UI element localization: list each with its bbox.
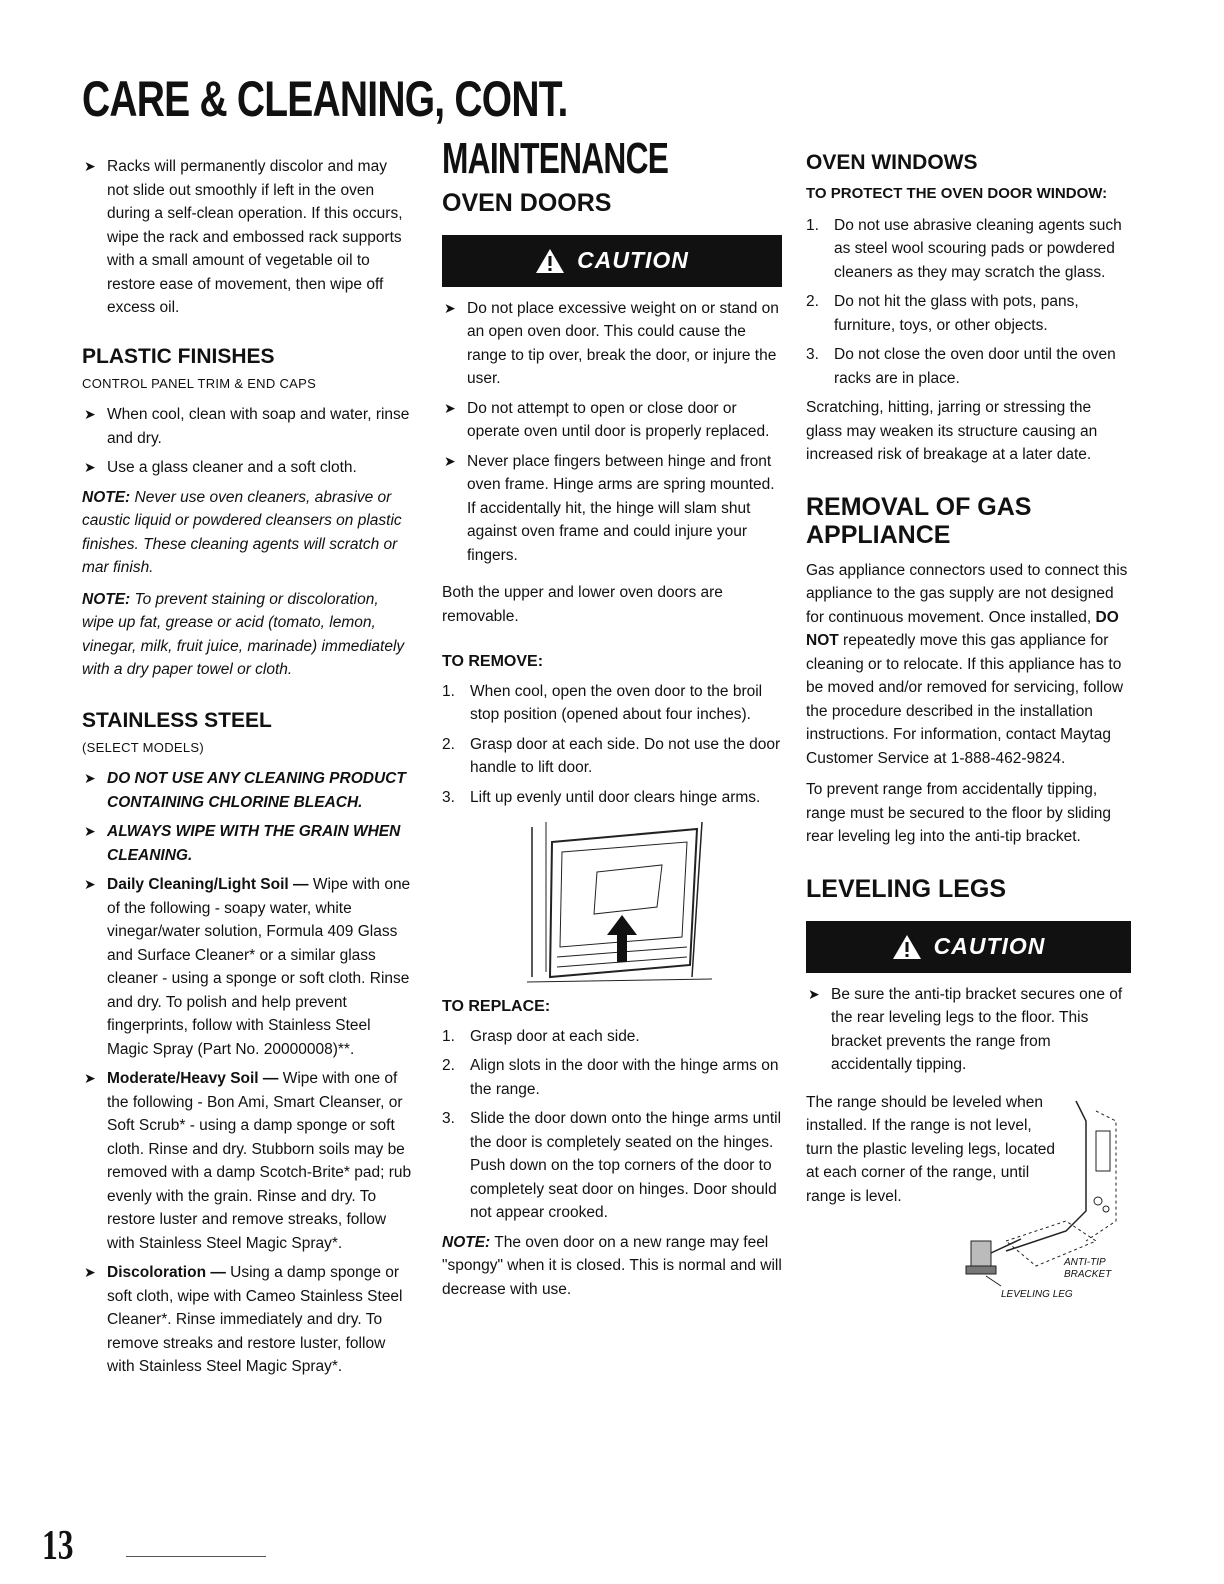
caution-banner — [442, 235, 782, 287]
column-middle — [442, 134, 782, 1309]
plastic-bullet: ➤ When cool, clean with soap and water, rinse and dry. — [82, 403, 412, 450]
caution-bullet: ➤ Never place fingers between hinge and front oven frame. Hinge arms are spring mounted. If accidentally hit, the hinge will slam shut against oven frame and could injure your fingers. — [442, 450, 782, 568]
arrow-bullet-icon: ➤ — [84, 406, 96, 422]
bracket-label: BRACKET — [1064, 1268, 1112, 1280]
list-item: 2. Do not hit the glass with pots, pans, furniture, toys, or other objects. — [806, 293, 1079, 334]
caution-bullet: ➤ Do not place excessive weight on or stand on an open oven door. This could cause the range to tip over, break the door, or injure the user. — [442, 297, 782, 391]
plastic-note-1: NOTE: Never use oven cleaners, abrasive or caustic liquid or powdered cleansers on plastic finishes. These cleaning agents will scratch or mar finish. — [82, 488, 402, 576]
list-item: 2. Grasp door at each side. Do not use the door handle to lift door. — [442, 735, 781, 776]
leveling-section — [806, 1091, 1131, 1300]
list-item: 3. Lift up evenly until door clears hinge arms. — [442, 788, 761, 806]
column-left — [82, 155, 412, 1385]
plastic-subheading: CONTROL PANEL TRIM & END CAPS — [82, 375, 317, 391]
oven-door-removal-diagram — [522, 817, 722, 987]
list-item: 1. Grasp door at each side. — [442, 1027, 640, 1045]
caution-label: CAUTION — [933, 932, 1046, 959]
windows-text: Scratching, hitting, jarring or stressing the glass may weaken its structure causing an increased risk of breakage at a later date. — [806, 399, 1098, 463]
caution-banner — [806, 921, 1131, 973]
page-title: CARE & CLEANING, CONT. — [82, 71, 568, 127]
replace-steps-list — [442, 1025, 782, 1225]
plastic-note-2: NOTE: To prevent staining or discoloration, wipe up fat, grease or acid (tomato, lemon, vinegar, milk, fruit juice, marinade) immediately with a dry paper towel or cloth. — [82, 590, 405, 678]
list-item: 1. When cool, open the oven door to the broil stop position (opened about four inches). — [442, 682, 763, 723]
arrow-bullet-icon: ➤ — [84, 823, 96, 839]
stainless-steel-heading: STAINLESS STEEL — [82, 708, 272, 732]
remove-steps-list — [442, 680, 782, 810]
arrow-bullet-icon: ➤ — [444, 399, 456, 416]
arrow-bullet-icon: ➤ — [808, 985, 820, 1002]
maintenance-title: MAINTENANCE — [442, 134, 669, 183]
list-item: 3. Do not close the oven door until the oven racks are in place. — [806, 346, 1116, 387]
stainless-bullet: ➤ DO NOT USE ANY CLEANING PRODUCT CONTAINING CHLORINE BLEACH. — [82, 767, 412, 814]
arrow-bullet-icon: ➤ — [84, 770, 96, 786]
tip-text: To prevent range from accidentally tipping, range must be secured to the floor by sliding rear leveling leg into the anti-tip bracket. — [806, 781, 1112, 845]
intro-bullet: ➤ Racks will permanently discolor and may not slide out smoothly if left in the oven during a self-clean operation. If this occurs, wipe the rack and embossed rack supports with a small amount of vegetable oil to restore ease of movement, then wipe off excess oil. — [82, 155, 412, 320]
discoloration-bullet: ➤ Discoloration — Using a damp sponge or soft cloth, wipe with Cameo Stainless Steel Cleaner*. Rinse immediately and dry. To remove streaks and restore luster, follow with Stainless Steel Magic Spray*. — [82, 1261, 412, 1379]
to-remove-heading: TO REMOVE: — [442, 653, 544, 670]
door-note: NOTE: The oven door on a new range may feel "spongy" when it is closed. This is normal and will decrease with use. — [442, 1233, 782, 1298]
anti-tip-label: ANTI-TIP — [1064, 1256, 1106, 1268]
list-item: 3. Slide the door down onto the hinge arms until the door is completely seated on the hinges. Push down on the top corners of the door to completely seat door on hinges. Door should not appear crooked. — [442, 1110, 782, 1221]
plastic-bullet: ➤ Use a glass cleaner and a soft cloth. — [82, 456, 412, 480]
list-item: 1. Do not use abrasive cleaning agents such as steel wool scouring pads or powdered cleaners as they may scratch the glass. — [806, 216, 1122, 281]
page-number: 13 — [42, 1523, 74, 1569]
warning-triangle-icon — [892, 934, 922, 960]
leveling-leg-label: LEVELING LEG — [1001, 1288, 1073, 1300]
to-replace-heading: TO REPLACE: — [442, 998, 551, 1015]
arrow-bullet-icon: ➤ — [84, 876, 96, 892]
arrow-bullet-icon: ➤ — [84, 459, 96, 475]
arrow-bullet-icon: ➤ — [444, 299, 456, 316]
warning-triangle-icon — [535, 248, 565, 274]
moderate-soil-bullet: ➤ Moderate/Heavy Soil — Wipe with one of the following - Bon Ami, Smart Cleanser, or Soft Scrub* - using a damp sponge or soft cloth. Rinse and dry. Stubborn soils may be removed with a damp Scotch-Brite* pad; rub evenly with the grain. Rinse and dry. To restore luster and remove streaks, follow with Stainless Steel Magic Spray*. — [82, 1067, 412, 1255]
arrow-bullet-icon: ➤ — [444, 452, 456, 469]
footer-divider — [126, 1556, 266, 1557]
caution-label: CAUTION — [577, 246, 689, 273]
arrow-bullet-icon: ➤ — [84, 1070, 96, 1086]
list-item: 2. Align slots in the door with the hinge arms on the range. — [442, 1057, 779, 1098]
windows-subheading: TO PROTECT THE OVEN DOOR WINDOW: — [806, 185, 1108, 202]
plastic-finishes-heading: PLASTIC FINISHES — [82, 344, 275, 368]
arrow-bullet-icon: ➤ — [84, 1264, 96, 1280]
stainless-subheading: (SELECT MODELS) — [82, 739, 205, 755]
arrow-bullet-icon: ➤ — [84, 158, 96, 174]
gas-text: Gas appliance connectors used to connect this appliance to the gas supply are not designed for continuous movement. Once installed, DO NOT repeatedly move this gas appliance for cleaning or to relocate. If this appliance has to be moved and/or removed for servicing, follow the procedure described in the installation instructions. For information, contact Maytag Customer Service at 1-888-462-9824. — [806, 561, 1128, 767]
caution-bullet: ➤ Be sure the anti-tip bracket secures one of the rear leveling legs to the floor. This bracket prevents the range from accidentally tipping. — [806, 983, 1131, 1077]
caution-bullet: ➤ Do not attempt to open or close door or operate oven until door is properly replaced. — [442, 397, 782, 444]
oven-windows-heading: OVEN WINDOWS — [806, 151, 978, 174]
leveling-leg-diagram — [946, 1091, 1126, 1301]
removable-text: Both the upper and lower oven doors are removable. — [442, 584, 723, 625]
column-right — [806, 150, 1131, 1300]
windows-steps-list — [806, 214, 1131, 391]
daily-cleaning-bullet: ➤ Daily Cleaning/Light Soil — Wipe with one of the following - soapy water, white vinegar/water solution, Formula 409 Glass and Surface Cleaner* or a similar glass cleaner - using a sponge or soft cloth. Rinse and dry. To polish and help prevent fingerprints, follow with Stainless Steel Magic Spray (Part No. 20000008)**. — [82, 873, 412, 1061]
oven-doors-heading: OVEN DOORS — [442, 188, 612, 217]
leveling-text: The range should be leveled when installed. If the range is not level, turn the plastic leveling legs, located at each corner of the range, until range is level. — [806, 1093, 1056, 1205]
gas-appliance-heading: REMOVAL OF GAS APPLIANCE — [806, 492, 1032, 549]
stainless-bullet: ➤ ALWAYS WIPE WITH THE GRAIN WHEN CLEANING. — [82, 820, 412, 867]
leveling-legs-heading: LEVELING LEGS — [806, 874, 1007, 903]
